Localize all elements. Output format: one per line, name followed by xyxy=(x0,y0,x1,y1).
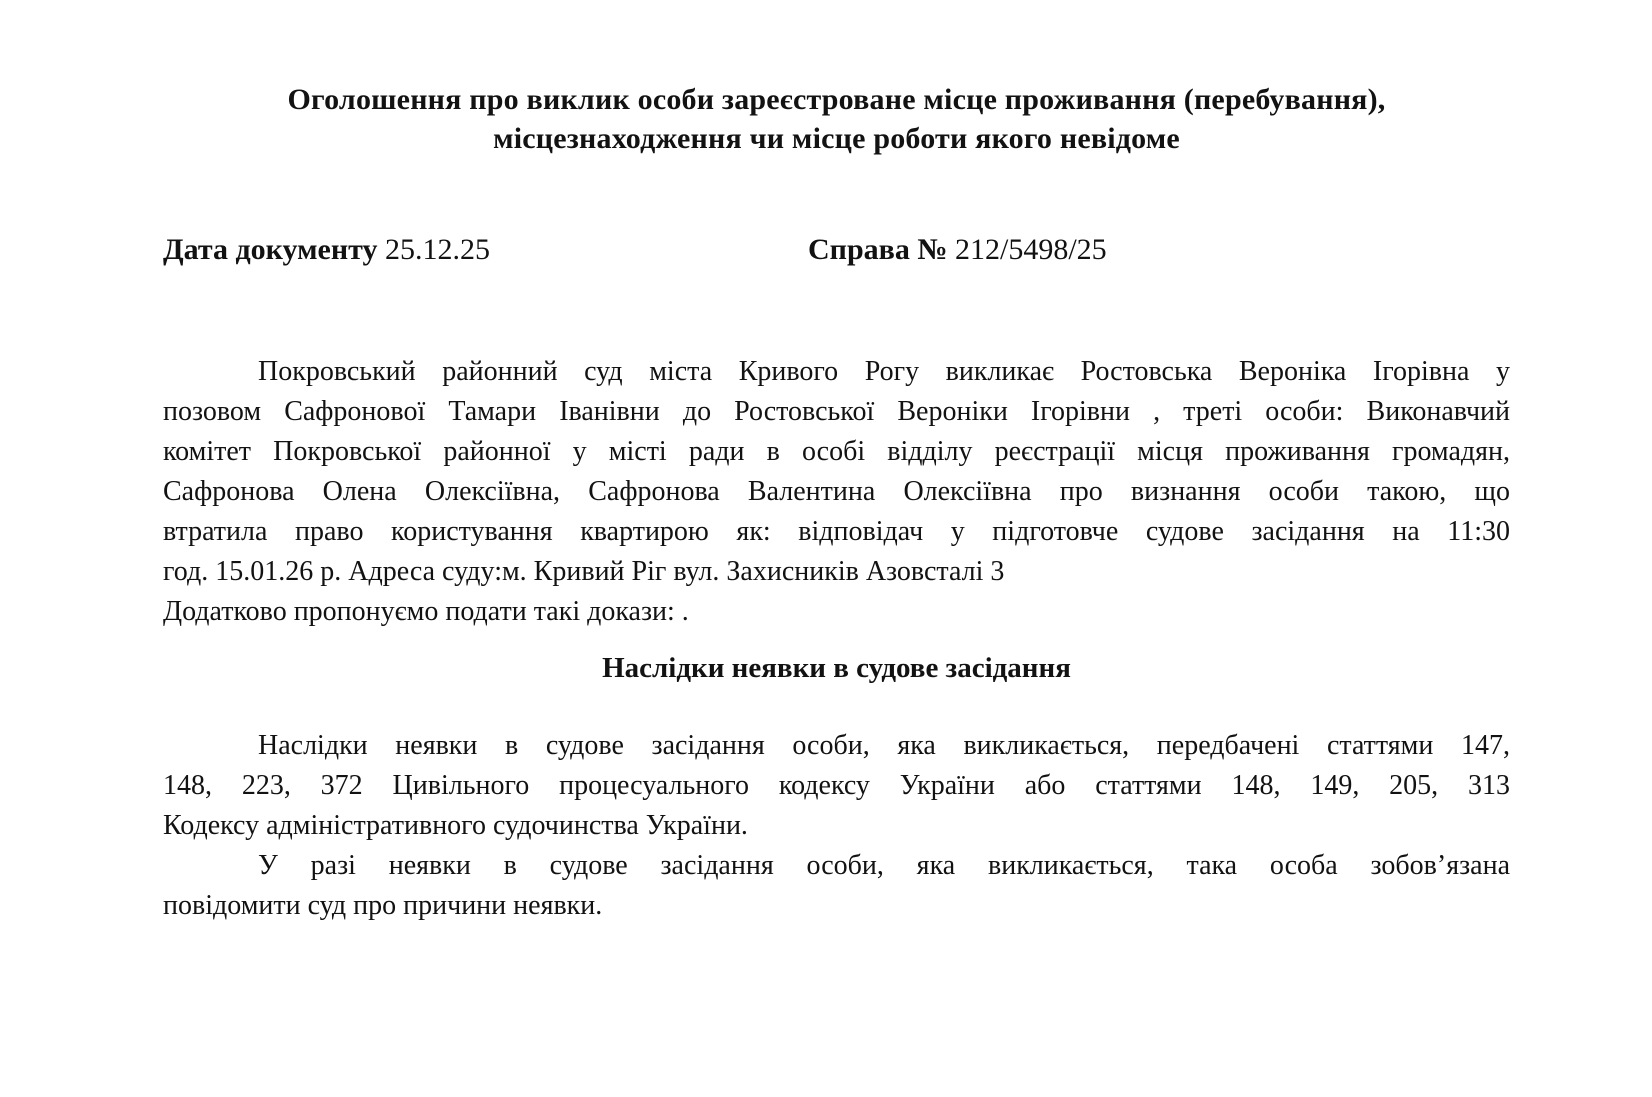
section-heading: Наслідки неявки в судове засідання xyxy=(602,652,1071,684)
paragraph-evidence-note xyxy=(163,592,1510,632)
paragraph-obligation xyxy=(163,846,1510,926)
case-label: Справа № xyxy=(808,233,948,266)
paragraph-summons xyxy=(163,352,1510,592)
document-date xyxy=(163,230,490,270)
text-line: позовом Сафронової Тамари Іванівни до Ростовської Вероніки Ігорівни , треті особи: Виконавчий xyxy=(163,396,1510,427)
text-line: 148, 223, 372 Цивільного процесуального кодексу України або статтями 148, 149, 205, 313 xyxy=(163,770,1510,801)
text-line: Кодексу адміністративного судочинства України. xyxy=(163,810,748,841)
meta-row xyxy=(163,230,1510,270)
case-number xyxy=(808,230,1107,270)
date-value: 25.12.25 xyxy=(384,233,490,266)
text-line: год. 15.01.26 р. Адреса суду:м. Кривий Ріг вул. Захисників Азовсталі 3 xyxy=(163,556,1005,587)
text-line: Наслідки неявки в судове засідання особи, яка викликається, передбачені статтями 147, xyxy=(258,730,1510,761)
text-line: повідомити суд про причини неявки. xyxy=(163,890,603,921)
document-body xyxy=(163,352,1510,926)
case-value: 212/5498/25 xyxy=(954,233,1107,266)
date-label: Дата документу xyxy=(163,233,378,266)
text-line: Сафронова Олена Олексіївна, Сафронова Валентина Олексіївна про визнання особи такою, що xyxy=(163,476,1510,507)
text-line: втратила право користування квартирою як: відповідач у підготовче судове засідання на 11:30 xyxy=(163,516,1510,547)
document-title-line1: Оголошення про виклик особи зареєстроване місце проживання (перебування), xyxy=(287,83,1386,116)
text-line: Покровський районний суд міста Кривого Рогу викликає Ростовська Вероніка Ігорівна у xyxy=(258,356,1510,387)
paragraph-consequences xyxy=(163,726,1510,846)
text-line: комітет Покровської районної у місті ради в особі відділу реєстрації місця проживання громадян, xyxy=(163,436,1510,467)
text-line: Додатково пропонуємо подати такі докази: . xyxy=(163,596,689,627)
document-title xyxy=(163,80,1510,158)
text-line: У разі неявки в судове засідання особи, яка викликається, така особа зобов’язана xyxy=(258,850,1510,881)
document-content xyxy=(163,0,1510,926)
document-title-line2: місцезнаходження чи місце роботи якого невідоме xyxy=(493,122,1180,155)
